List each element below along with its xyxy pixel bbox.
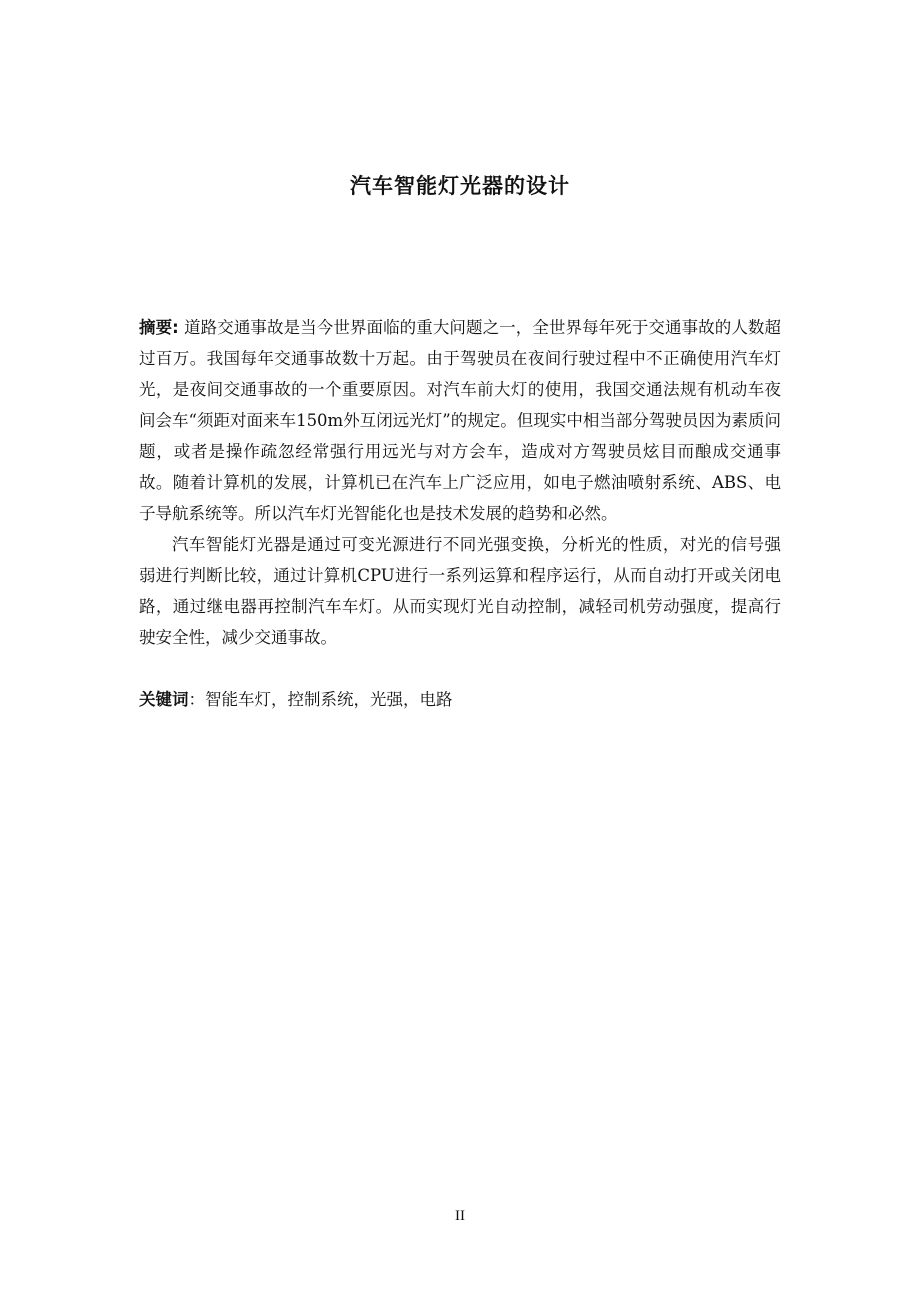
abstract-paragraph-2: 汽车智能灯光器是通过可变光源进行不同光强变换，分析光的性质，对光的信号强弱进行判断比较，通过计算机CPU进行一系列运算和程序运行，从而自动打开或关闭电路，通过继电器再控制汽车车灯。从而实现灯光自动控制，减轻司机劳动强度，提高行驶安全性，减少交通事故。 bbox=[139, 535, 781, 647]
document-title: 汽车智能灯光器的设计 bbox=[350, 174, 570, 198]
abstract-paragraph bbox=[139, 312, 781, 529]
keywords-label: 关键词 bbox=[139, 690, 189, 709]
keywords-line bbox=[139, 684, 781, 715]
keywords-text: ：智能车灯，控制系统，光强，电路 bbox=[188, 690, 453, 709]
abstract-section bbox=[139, 312, 781, 715]
abstract-text: 道路交通事故是当今世界面临的重大问题之一，全世界每年死于交通事故的人数超过百万。我国每年交通事故数十万起。由于驾驶员在夜间行驶过程中不正确使用汽车灯光，是夜间交通事故的一个重要原因。对汽车前大灯的使用，我国交通法规有机动车夜间会车“须距对面来车150m外互闭远光灯”的规定。但现实中相当部分驾驶员因为素质问题，或者是操作疏忽经常强行用远光与对方会车，造成对方驾驶员炫目而酿成交通事故。随着计算机的发展，计算机已在汽车上广泛应用，如电子燃油喷射系统、ABS、电子导航系统等。所以汽车灯光智能化也是技术发展的趋势和必然。 bbox=[139, 318, 781, 523]
abstract-label: 摘要: bbox=[139, 318, 179, 337]
page-number: II bbox=[455, 1208, 465, 1224]
